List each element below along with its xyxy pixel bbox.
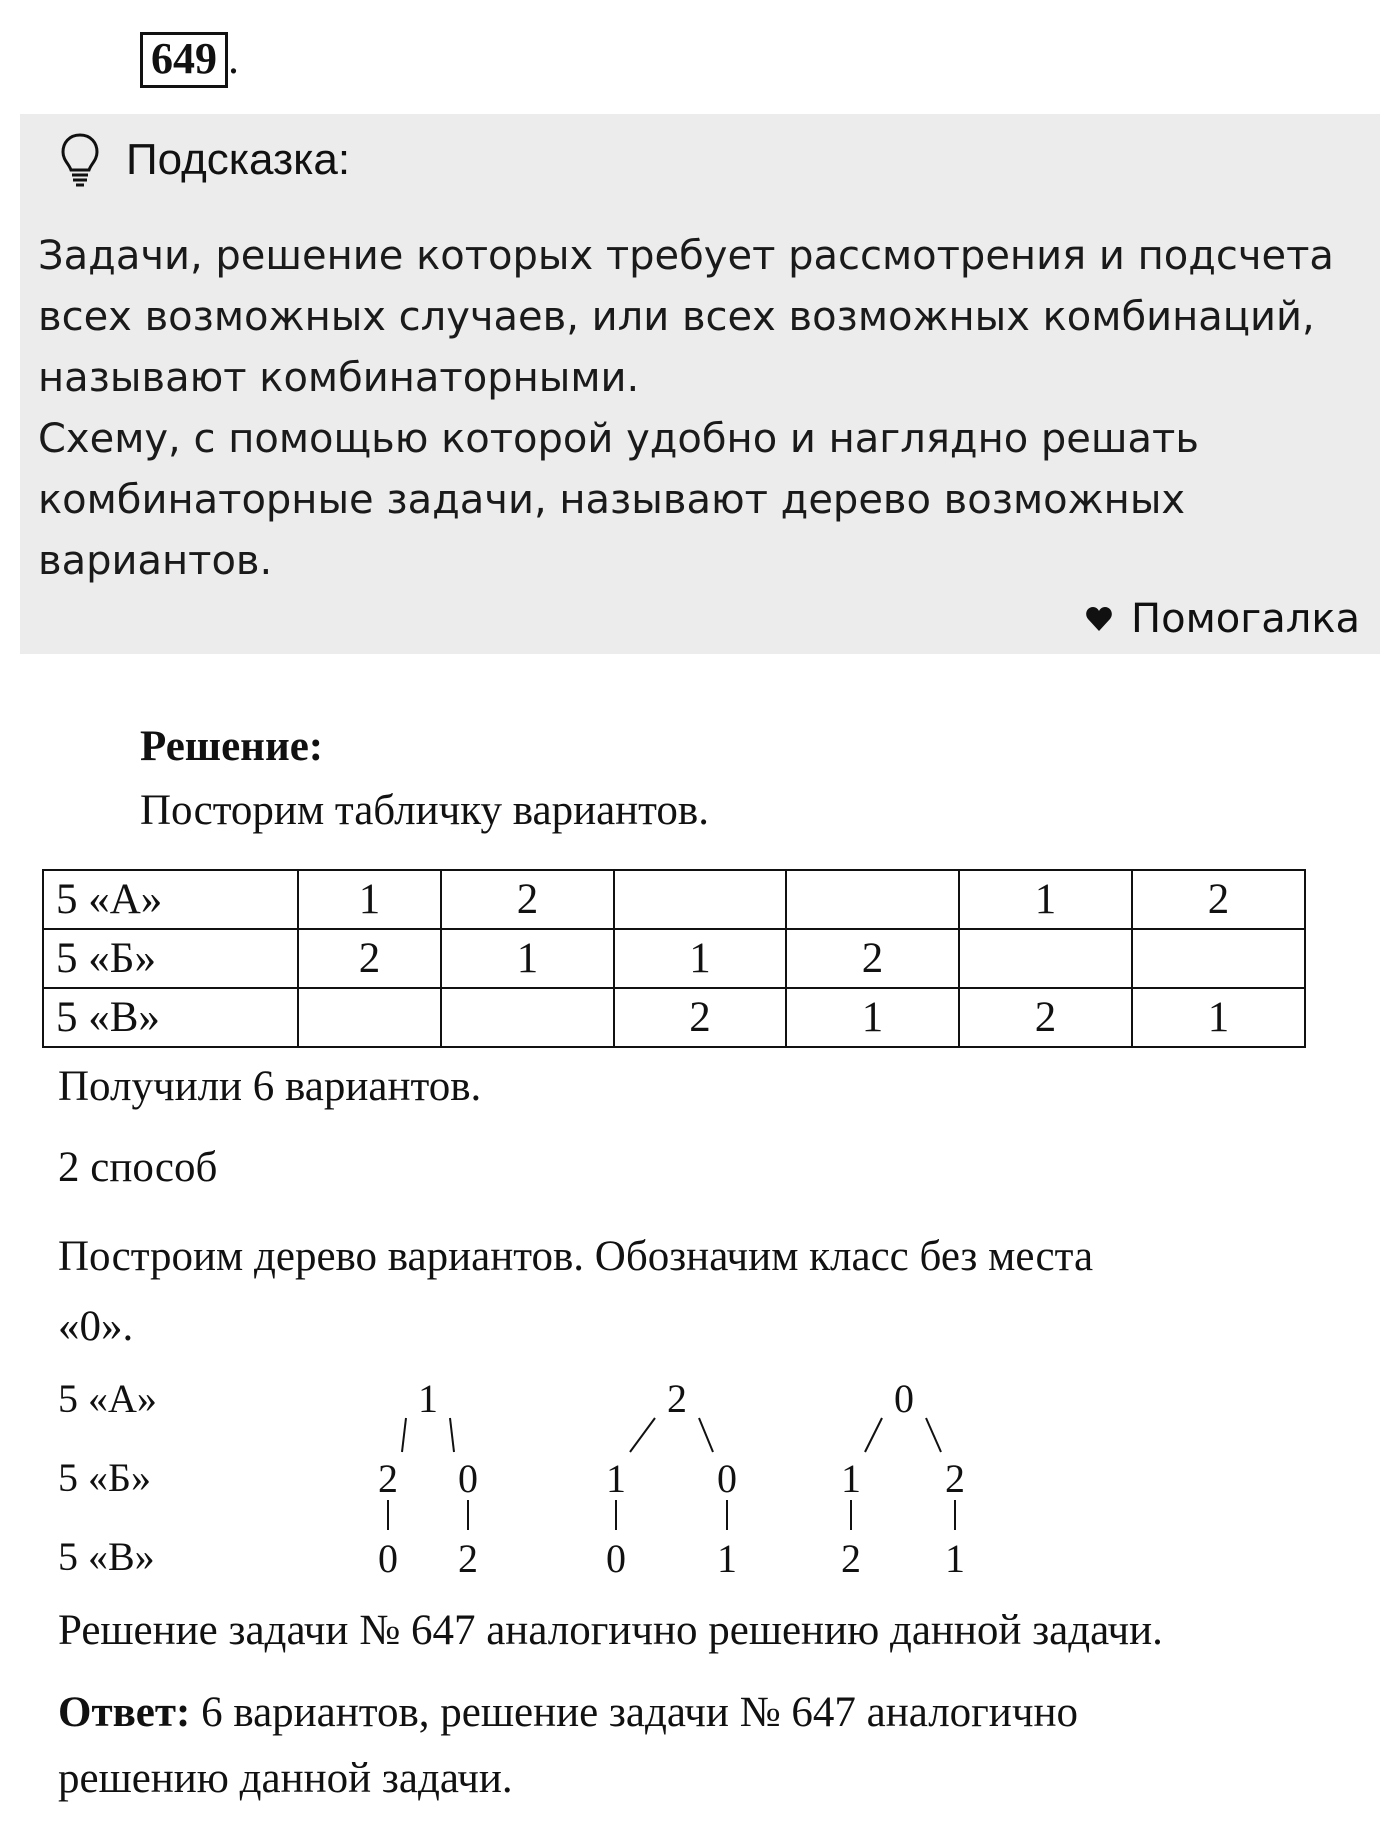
tree-level-b-node: 1 xyxy=(841,1456,861,1501)
tree-level-v-node: 1 xyxy=(717,1536,737,1581)
credit-text: Помогалка xyxy=(1131,596,1360,642)
tree-row-label-v: 5 «В» xyxy=(58,1534,155,1579)
table-cell: 1 xyxy=(441,929,614,988)
tree-level-b-node: 1 xyxy=(606,1456,626,1501)
table-row-label: 5 «В» xyxy=(43,988,298,1047)
tree-branch-line xyxy=(402,1418,406,1452)
table-cell: 2 xyxy=(1132,870,1305,929)
tree-level-b-node: 0 xyxy=(717,1456,737,1501)
solution-intro: Посторим табличку вариантов. xyxy=(140,787,709,834)
answer-label: Ответ: xyxy=(58,1689,191,1736)
problem-number-box: 649 xyxy=(140,32,228,88)
table-cell: 1 xyxy=(786,988,959,1047)
tree-branch-line xyxy=(450,1418,454,1452)
tree-branch-line xyxy=(630,1418,655,1452)
problem-number-dot: . xyxy=(228,34,239,83)
tree-level-b-node: 0 xyxy=(458,1456,478,1501)
note-text: Решение задачи № 647 аналогично решению данной задачи. xyxy=(58,1607,1163,1654)
table-row-label: 5 «Б» xyxy=(43,929,298,988)
solution-heading: Решение: xyxy=(140,723,324,770)
table-cell: 2 xyxy=(441,870,614,929)
hint-paragraph-1: Задачи, решение которых требует рассмотрения и подсчета всех возможных случаев, или всех возможных комбинаций, называют комбинаторными. xyxy=(38,233,1334,401)
table-cell: 2 xyxy=(786,929,959,988)
tree-level-v-node: 1 xyxy=(945,1536,965,1581)
tree-level-v-node: 0 xyxy=(606,1536,626,1581)
result-text: Получили 6 вариантов. xyxy=(58,1063,482,1110)
tree-root-node: 2 xyxy=(667,1376,687,1421)
table-cell: 2 xyxy=(959,988,1132,1047)
answer-line-1 xyxy=(58,1688,1078,1737)
table-cell: 2 xyxy=(614,988,786,1047)
table-cell: 1 xyxy=(298,870,441,929)
tree-level-v-node: 0 xyxy=(378,1536,398,1581)
tree-intro-line-2: «0». xyxy=(58,1303,134,1350)
table-cell: 1 xyxy=(614,929,786,988)
table-cell: 1 xyxy=(959,870,1132,929)
tree-branch-line xyxy=(699,1418,713,1452)
tree-branch-line xyxy=(926,1418,941,1452)
hint-paragraph-2: Схему, с помощью которой удобно и наглядно решать комбинаторные задачи, называют дерево возможных вариантов. xyxy=(38,416,1199,584)
tree-root-node: 0 xyxy=(894,1376,914,1421)
tree-row-label-a: 5 «А» xyxy=(58,1376,157,1421)
hint-title-text: Подсказка: xyxy=(126,135,351,184)
table-cell: 1 xyxy=(1132,988,1305,1047)
tree-root-node: 1 xyxy=(418,1376,438,1421)
tree-row-label-b: 5 «Б» xyxy=(58,1455,151,1500)
tree-branch-line xyxy=(865,1418,882,1452)
tree-level-b-node: 2 xyxy=(378,1456,398,1501)
answer-line-2: решению данной задачи. xyxy=(58,1755,513,1802)
tree-intro-line-1: Построим дерево вариантов. Обозначим класс без места xyxy=(58,1233,1094,1280)
table-row-label: 5 «А» xyxy=(43,870,298,929)
answer-text: 6 вариантов, решение задачи № 647 аналогично xyxy=(190,1689,1078,1736)
method-2-label: 2 способ xyxy=(58,1144,218,1191)
table-cell: 2 xyxy=(298,929,441,988)
tree-level-b-node: 2 xyxy=(945,1456,965,1501)
tree-level-v-node: 2 xyxy=(841,1536,861,1581)
tree-level-v-node: 2 xyxy=(458,1536,478,1581)
